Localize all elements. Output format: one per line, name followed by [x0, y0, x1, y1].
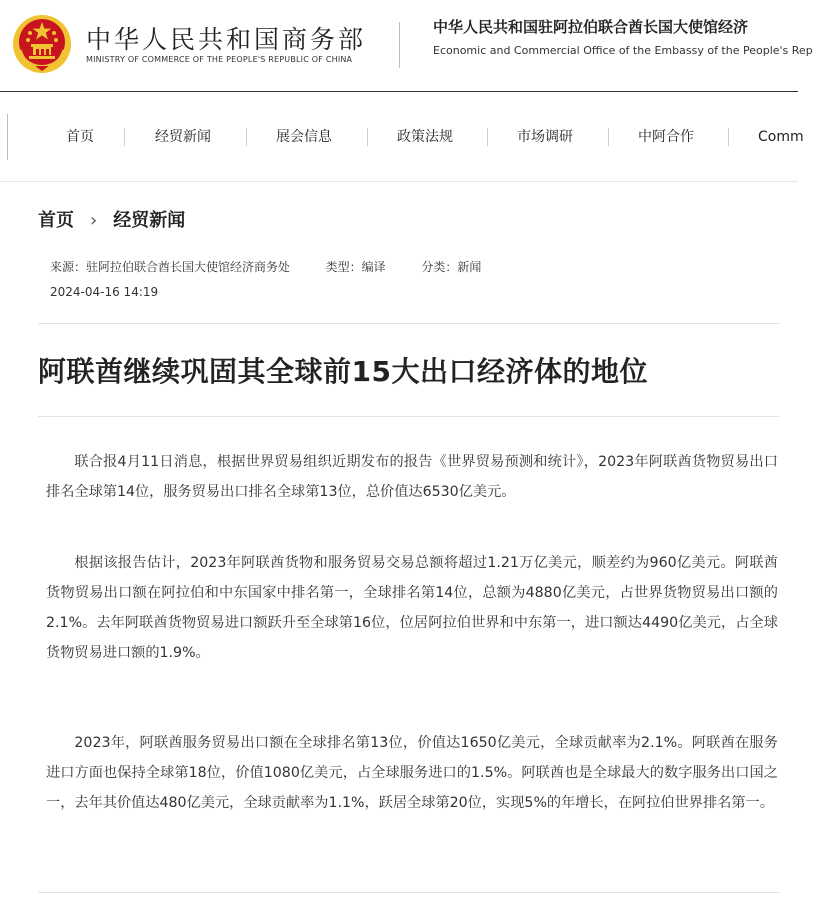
- nav-divider: [367, 128, 368, 146]
- nav-divider: [608, 128, 609, 146]
- divider: [38, 323, 779, 324]
- breadcrumb-current[interactable]: 经贸新闻: [113, 210, 186, 231]
- nav-divider: [7, 114, 8, 160]
- nav-item-home[interactable]: 首页: [66, 129, 94, 145]
- main-nav: [0, 114, 804, 160]
- national-emblem-icon[interactable]: [12, 14, 72, 74]
- article-paragraph: 根据该报告估计，2023年阿联酋货物和服务贸易交易总额将超过1.21万亿美元，顺差约为960亿美元。阿联酋货物贸易出口额在阿拉伯和中东国家中排名第一，全球排名第14位，总额为4880亿美元，占世界货物贸易出口额的2.1%。去年阿联酋货物贸易进口额跃升至全球第16位，位居阿拉伯世界和中东第一，进口额达4490亿美元，占全球货物贸易进口额的1.9%。: [46, 555, 778, 661]
- breadcrumb: [38, 206, 185, 232]
- nav-divider: [487, 128, 488, 146]
- article-paragraph: 联合报4月11日消息，根据世界贸易组织近期发布的报告《世界贸易预测和统计》，2023年阿联酋货物贸易出口排名全球第14位，服务贸易出口排名全球第13位，总价值达6530亿美元。: [46, 454, 778, 500]
- nav-item-comm[interactable]: Comm: [758, 129, 804, 145]
- meta-type: 类型：编译: [325, 260, 386, 274]
- nav-item-exhibitions[interactable]: 展会信息: [276, 129, 332, 145]
- header-rule: [0, 91, 798, 92]
- article-title: 阿联酋继续巩固其全球前15大出口经济体的地位: [38, 355, 648, 388]
- nav-divider: [124, 128, 125, 146]
- meta-date: 2024-04-16 14:19: [50, 285, 159, 299]
- nav-divider: [246, 128, 247, 146]
- meta-source: 来源：驻阿拉伯联合酋长国大使馆经济商务处: [50, 260, 291, 274]
- nav-item-market-research[interactable]: 市场调研: [517, 129, 573, 145]
- nav-divider: [728, 128, 729, 146]
- nav-item-trade-news[interactable]: 经贸新闻: [155, 129, 211, 145]
- ministry-name-en: MINISTRY OF COMMERCE OF THE PEOPLE'S REPUBLIC OF CHINA: [86, 55, 353, 64]
- breadcrumb-home[interactable]: 首页: [38, 210, 74, 231]
- chevron-right-icon: ›: [90, 210, 98, 231]
- article-meta: [50, 258, 481, 275]
- divider: [38, 416, 779, 417]
- header-divider: [399, 22, 400, 68]
- nav-item-policies[interactable]: 政策法规: [397, 129, 453, 145]
- nav-item-china-uae-cooperation[interactable]: 中阿合作: [638, 129, 694, 145]
- ministry-name-cn[interactable]: 中华人民共和国商务部: [86, 25, 367, 54]
- divider: [38, 892, 779, 893]
- embassy-name-cn[interactable]: 中华人民共和国驻阿拉伯联合酋长国大使馆经济: [433, 18, 749, 36]
- embassy-name-en: Economic and Commercial Office of the Embassy of the People's Rep: [433, 44, 813, 57]
- article-paragraph: 2023年，阿联酋服务贸易出口额在全球排名第13位，价值达1650亿美元，全球贡献率为2.1%。阿联酋在服务进口方面也保持全球第18位，价值1080亿美元，占全球服务进口的1.5%。阿联酋也是全球最大的数字服务出口国之一，去年其价值达480亿美元，全球贡献率为1.1%，跃居全球第20位，实现5%的年增长，在阿拉伯世界排名第一。: [46, 735, 778, 811]
- site-header: [0, 0, 813, 92]
- meta-category: 分类：新闻: [421, 260, 482, 274]
